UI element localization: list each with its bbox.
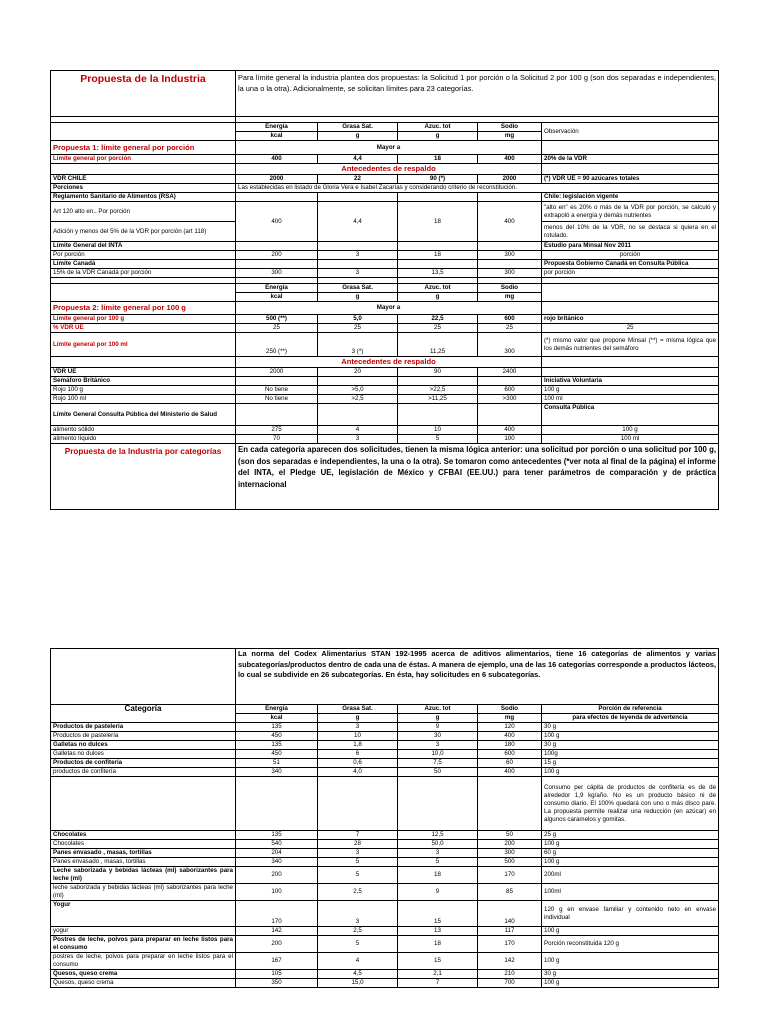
cell-fat: 15,0 — [318, 979, 398, 988]
cell-fat: 1,8 — [318, 741, 398, 750]
cell-obs: rojo británico — [542, 315, 719, 324]
cell-sugar: 5 — [398, 435, 478, 444]
cell-sugar: 22,5 — [398, 315, 478, 324]
table-row — [51, 901, 719, 927]
cell-sugar: 2,1 — [398, 970, 478, 979]
cell-category: postres de leche, polvos para preparar en leche listos para el consumo — [51, 953, 236, 970]
col-energy: Energía — [236, 705, 318, 714]
cell-category: Productos de pastelería — [51, 732, 236, 741]
cell-text: Las establecidas en listado de Gloria Vera e Isabel Zacarías y considerando criterio de reconstitución. — [236, 184, 719, 193]
col-reference: Porción de referencia — [542, 705, 719, 714]
cell-fat: 2,5 — [318, 884, 398, 901]
table-row — [51, 858, 719, 867]
cell-sodium: 2000 — [478, 175, 542, 184]
unit-g: g — [318, 293, 398, 302]
cell-sugar: 18 — [398, 936, 478, 953]
row-label: Límite general por porción — [51, 155, 236, 164]
col-sugar: Azuc. tot — [398, 284, 478, 293]
cell-energy: 200 — [236, 251, 318, 260]
cell-energy: 340 — [236, 768, 318, 777]
antecedentes-heading: Antecedentes de respaldo — [236, 357, 542, 368]
cell-sodium: 400 — [478, 732, 542, 741]
cell-fat: 7 — [318, 831, 398, 840]
table-row — [51, 777, 719, 831]
cell-sugar: 18 — [398, 202, 478, 242]
cell-obs: Chile: legislación vigente — [542, 193, 719, 202]
cell-sugar: 3 — [398, 849, 478, 858]
cell-sugar: 3 — [398, 741, 478, 750]
cell-energy: 340 — [236, 858, 318, 867]
cell-obs: 100 g — [542, 426, 719, 435]
cell-energy: 2000 — [236, 368, 318, 377]
category-proposal-title: Propuesta de la Industria por categorías — [51, 444, 236, 510]
proposal-2-title: Propuesta 2: límite general por 100 g — [51, 302, 236, 315]
cell-fat: 5,0 — [318, 315, 398, 324]
cell-fat: 10 — [318, 732, 398, 741]
table-row — [51, 867, 719, 884]
cell-fat: >5,0 — [318, 386, 398, 395]
cell-category: Quesos, queso crema — [51, 979, 236, 988]
cell-reference: 100 g — [542, 858, 719, 867]
cell-category: Postres de leche, polvos para preparar en leche listos para el consumo — [51, 936, 236, 953]
col-sodium: Sodio — [478, 284, 542, 293]
cell-sodium: 300 — [478, 269, 542, 278]
cell-fat: 4 — [318, 426, 398, 435]
cell-energy: No tiene — [236, 395, 318, 404]
cell-sugar — [398, 777, 478, 831]
cell-fat: 3 — [318, 723, 398, 732]
cell-sodium: 300 — [478, 333, 542, 357]
row-label: Límite general por 100 g — [51, 315, 236, 324]
cell-energy: 170 — [236, 901, 318, 927]
cell-obs: 100 ml — [542, 435, 719, 444]
cell-category: productos de confitería — [51, 768, 236, 777]
cell-fat: >2,5 — [318, 395, 398, 404]
row-label: 15% de la VDR Canadá por porción — [51, 269, 236, 278]
col-sodium: Sodio — [478, 705, 542, 714]
row-label: Rojo 100 g — [51, 386, 236, 395]
cell-obs: Propuesta Gobierno Canadá en Consulta Pública — [542, 260, 719, 269]
cell-reference: 100 g — [542, 840, 719, 849]
cell-reference: 120 g en envase familiar y contenido neto en envase individual — [542, 901, 719, 927]
cell-sugar: 9 — [398, 884, 478, 901]
cell-sodium: 600 — [478, 386, 542, 395]
cell-sodium: 170 — [478, 867, 542, 884]
cell-obs: (*) VDR UE = 90 azúcares totales — [542, 175, 719, 184]
cell-fat: 28 — [318, 840, 398, 849]
unit-kcal: kcal — [236, 714, 318, 723]
cell-category — [51, 777, 236, 831]
industry-proposal-table — [50, 70, 719, 510]
cell-fat: 4,4 — [318, 155, 398, 164]
cell-energy: 200 — [236, 867, 318, 884]
proposal-1-title: Propuesta 1: límite general por porción — [51, 141, 236, 155]
cell-category: Leche saborizada y bebidas lácteas (ml) saborizantes para leche (ml) — [51, 867, 236, 884]
cell-sugar: 9 — [398, 723, 478, 732]
table-row — [51, 759, 719, 768]
row-label: Límite Canadá — [51, 260, 236, 269]
cell-reference: 100g — [542, 750, 719, 759]
cell-energy: 450 — [236, 750, 318, 759]
cell-reference: Porción reconstituida 120 g — [542, 936, 719, 953]
unit-kcal: kcal — [236, 293, 318, 302]
cell-fat — [318, 777, 398, 831]
cell-sugar: 50 — [398, 768, 478, 777]
table-row — [51, 732, 719, 741]
cell-obs: Estudio para Minsal Nov 2011 — [542, 242, 719, 251]
cell-energy: 204 — [236, 849, 318, 858]
cell-energy: 500 (**) — [236, 315, 318, 324]
cell-reference: 30 g — [542, 723, 719, 732]
cell-fat: 25 — [318, 324, 398, 333]
cell-fat: 20 — [318, 368, 398, 377]
codex-intro: La norma del Codex Alimentarius STAN 192-1995 acerca de aditivos alimentarios, tiene 16 categorías de alimentos y varias subcategorías/productos dentro de cada una de éstas. A manera de ejemplo, una de las 16 categorías corresponde a productos lácteos, lo cual se subdivide en 26 subcategorías. En ésta, hay solicitudes en 6 subcategorías. — [236, 649, 719, 705]
cell-sodium: 300 — [478, 849, 542, 858]
cell-fat: 0,6 — [318, 759, 398, 768]
cell-category: Galletas no dulces — [51, 741, 236, 750]
unit-g: g — [398, 293, 478, 302]
cell-energy: 105 — [236, 970, 318, 979]
cell-sugar: 13 — [398, 927, 478, 936]
cell-sugar: 18 — [398, 251, 478, 260]
cell-reference: 100 g — [542, 768, 719, 777]
cell-sugar: 7 — [398, 979, 478, 988]
cell-sugar: 25 — [398, 324, 478, 333]
cell-sodium: 210 — [478, 970, 542, 979]
cell-sugar: 90 (*) — [398, 175, 478, 184]
cell-reference: 25 g — [542, 831, 719, 840]
row-label: Por porción — [51, 251, 236, 260]
col-observation: Observación — [542, 123, 719, 141]
table-row — [51, 936, 719, 953]
table-row — [51, 750, 719, 759]
cell-fat: 4,0 — [318, 768, 398, 777]
row-label: Adición y menos del 5% de la VDR por porción (art 118) — [51, 222, 236, 242]
col-energy: Energía — [236, 123, 318, 132]
row-label: Límite General Consulta Pública del Ministerio de Salud — [51, 404, 236, 426]
cell-category: Chocolates — [51, 840, 236, 849]
cell-fat: 5 — [318, 936, 398, 953]
cell-category: Productos de pastelería — [51, 723, 236, 732]
cell-obs: por porción — [542, 269, 719, 278]
unit-mg: mg — [478, 714, 542, 723]
cell-fat: 3 — [318, 901, 398, 927]
cell-sodium: 400 — [478, 202, 542, 242]
cell-reference: 100 g — [542, 979, 719, 988]
cell-reference: 100 g — [542, 927, 719, 936]
codex-category-table — [50, 648, 719, 988]
cell-reference: 100 g — [542, 732, 719, 741]
cell-fat: 6 — [318, 750, 398, 759]
cell-sugar: 11,25 — [398, 333, 478, 357]
cell-sugar: 90 — [398, 368, 478, 377]
cell-category: Productos de confitería — [51, 759, 236, 768]
cell-energy: No tiene — [236, 386, 318, 395]
cell-sodium: 400 — [478, 155, 542, 164]
table-row — [51, 840, 719, 849]
unit-g: g — [398, 132, 478, 141]
cell-energy: 540 — [236, 840, 318, 849]
cell-fat: 2,5 — [318, 927, 398, 936]
table-row — [51, 741, 719, 750]
cell-fat: 3 — [318, 251, 398, 260]
mayor-a: Mayor a — [236, 141, 542, 155]
col-fat: Grasa Sat. — [318, 705, 398, 714]
col-sugar: Azuc. tot — [398, 705, 478, 714]
cell-fat: 3 (*) — [318, 333, 398, 357]
cell-sodium: 60 — [478, 759, 542, 768]
mayor-a: Mayor a — [236, 302, 542, 315]
cell-sodium: 180 — [478, 741, 542, 750]
cell-fat: 4,4 — [318, 202, 398, 242]
row-label: Semáforo Británico — [51, 377, 236, 386]
cell-sugar: 13,5 — [398, 269, 478, 278]
row-label: Límite General del INTA — [51, 242, 236, 251]
col-energy: Energía — [236, 284, 318, 293]
cell-sugar: 12,5 — [398, 831, 478, 840]
table-row — [51, 979, 719, 988]
cell-obs: (*) mismo valor que propone Minsal (**) = misma lógica que los demás nutrientes del semáforo — [542, 333, 719, 357]
cell-fat: 3 — [318, 849, 398, 858]
row-label: Art 120 alto en.. Por porción — [51, 202, 236, 222]
cell-obs: Iniciativa Voluntaria — [542, 377, 719, 386]
cell-obs: "alto en" es 20% o más de la VDR por porción, se calculó y extrapoló a energía y demás nutrientes — [542, 202, 719, 222]
row-label: % VDR UE — [51, 324, 236, 333]
row-label: alimento sólido — [51, 426, 236, 435]
cell-sugar: 7,5 — [398, 759, 478, 768]
cell-fat: 3 — [318, 269, 398, 278]
cell-sodium: 117 — [478, 927, 542, 936]
table-row — [51, 768, 719, 777]
cell-category: Galletas no dulces — [51, 750, 236, 759]
cell-energy: 70 — [236, 435, 318, 444]
cell-sugar: >22,5 — [398, 386, 478, 395]
cell-energy — [236, 777, 318, 831]
cell-reference: 200ml — [542, 867, 719, 884]
cell-reference: 30 g — [542, 741, 719, 750]
cell-fat: 5 — [318, 858, 398, 867]
unit-g: g — [398, 714, 478, 723]
cell-energy: 167 — [236, 953, 318, 970]
cell-sodium: 300 — [478, 251, 542, 260]
cell-sodium: 500 — [478, 858, 542, 867]
cell-sugar: 30 — [398, 732, 478, 741]
table-row — [51, 970, 719, 979]
cell-energy: 51 — [236, 759, 318, 768]
row-label: VDR UE — [51, 368, 236, 377]
cell-fat: 4 — [318, 953, 398, 970]
cell-sugar: 15 — [398, 901, 478, 927]
table-row — [51, 927, 719, 936]
cell-category: leche saborizada y bebidas lácteas (ml) saborizantes para leche (ml) — [51, 884, 236, 901]
cell-sugar: 15 — [398, 953, 478, 970]
cell-sodium: 25 — [478, 324, 542, 333]
cell-reference: 15 g — [542, 759, 719, 768]
cell-category: Panes envasado , masas, tortillas — [51, 849, 236, 858]
col-sodium: Sodio — [478, 123, 542, 132]
cell-energy: 400 — [236, 155, 318, 164]
cell-energy: 135 — [236, 723, 318, 732]
cell-sodium: 2400 — [478, 368, 542, 377]
cell-fat: 5 — [318, 867, 398, 884]
cell-sugar: 5 — [398, 858, 478, 867]
row-label: Rojo 100 ml — [51, 395, 236, 404]
cell-sugar: 18 — [398, 155, 478, 164]
cell-reference: Consumo per cápita de productos de confitería es de de alrededor 1,9 kg/año. No es un producto básico ni de consumo diario. El 100% quedará con uno o más disco pare. La propuesta permite realizar una reducción (en azúcar) en algunos caramelos y gomitas. — [542, 777, 719, 831]
cell-reference: 60 g — [542, 849, 719, 858]
cell-fat: 4,5 — [318, 970, 398, 979]
col-fat: Grasa Sat. — [318, 123, 398, 132]
table-row — [51, 723, 719, 732]
category-header: Categoría — [51, 705, 236, 723]
cell-energy: 300 — [236, 269, 318, 278]
cell-obs: porción — [542, 251, 719, 260]
cell-energy: 275 — [236, 426, 318, 435]
row-label: VDR CHILE — [51, 175, 236, 184]
cell-sodium: 120 — [478, 723, 542, 732]
cell-energy: 135 — [236, 831, 318, 840]
row-label: alimento líquido — [51, 435, 236, 444]
col-sugar: Azuc. tot — [398, 123, 478, 132]
cell-category: Chocolates — [51, 831, 236, 840]
cell-sodium: 142 — [478, 953, 542, 970]
cell-sodium: 140 — [478, 901, 542, 927]
cell-reference: 100 g — [542, 953, 719, 970]
cell-fat: 3 — [318, 435, 398, 444]
cell-sugar: 18 — [398, 867, 478, 884]
cell-fat: 22 — [318, 175, 398, 184]
cell-category: Quesos, queso crema — [51, 970, 236, 979]
col-fat: Grasa Sat. — [318, 284, 398, 293]
table-row — [51, 953, 719, 970]
cell-sodium: 400 — [478, 426, 542, 435]
cell-energy: 2000 — [236, 175, 318, 184]
cell-sugar: 10 — [398, 426, 478, 435]
cell-obs: 100 g — [542, 386, 719, 395]
cell-sodium: 170 — [478, 936, 542, 953]
cell-reference: 100ml — [542, 884, 719, 901]
cell-obs: 25 — [542, 324, 719, 333]
cell-sodium: >300 — [478, 395, 542, 404]
cell-sodium: 600 — [478, 750, 542, 759]
table-row — [51, 884, 719, 901]
unit-mg: mg — [478, 132, 542, 141]
cell-energy: 100 — [236, 884, 318, 901]
cell-sodium: 85 — [478, 884, 542, 901]
table-row — [51, 831, 719, 840]
unit-g: g — [318, 132, 398, 141]
cell-obs: Consulta Pública — [542, 404, 719, 426]
cell-energy: 400 — [236, 202, 318, 242]
intro-text: Para límite general la industria plantea dos propuestas: la Solicitud 1 por porción o la Solicitud 2 por 100 g (son dos separadas e independientes, la una o la otra). Adicionalmente, se solicitan límites para 23 categorías. — [236, 71, 719, 117]
row-label: Límite general por 100 ml — [51, 333, 236, 357]
cell-sodium: 400 — [478, 768, 542, 777]
cell-obs: 20% de la VDR — [542, 155, 719, 164]
cell-sodium: 50 — [478, 831, 542, 840]
cell-sodium: 600 — [478, 315, 542, 324]
cell-energy: 142 — [236, 927, 318, 936]
category-proposal-text: En cada categoría aparecen dos solicitudes, tienen la misma lógica anterior: una solicitud por porción o una solicitud por 100 g, (son dos separadas e independientes, la una o la otra). Se tomaron como antecedentes (*ver nota al final de la página) el informe del INTA, el Pledge UE, legislación de México y CFBAI (EE.UU.) para tener parámetros de comparación y de práctica internacional — [236, 444, 719, 510]
cell-sodium: 100 — [478, 435, 542, 444]
unit-mg: mg — [478, 293, 542, 302]
cell-category: Panes envasado , masas, tortillas — [51, 858, 236, 867]
cell-energy: 350 — [236, 979, 318, 988]
cell-reference: 30 g — [542, 970, 719, 979]
cell-sugar: >11,25 — [398, 395, 478, 404]
cell-sugar: 10,0 — [398, 750, 478, 759]
page-title: Propuesta de la Industria — [51, 71, 236, 117]
cell-energy: 450 — [236, 732, 318, 741]
cell-energy: 135 — [236, 741, 318, 750]
cell-obs: menos del 10% de la VDR, no se destaca si quiera en el rotulado. — [542, 222, 719, 242]
cell-sodium — [478, 777, 542, 831]
cell-energy: 25 — [236, 324, 318, 333]
cell-energy: 200 — [236, 936, 318, 953]
antecedentes-heading: Antecedentes de respaldo — [236, 164, 542, 175]
table-row — [51, 849, 719, 858]
cell-category: Yogur — [51, 901, 236, 927]
row-label: Porciones — [51, 184, 236, 193]
unit-g: g — [318, 714, 398, 723]
unit-kcal: kcal — [236, 132, 318, 141]
row-label: Reglamento Sanitario de Alimentos (RSA) — [51, 193, 236, 202]
cell-energy: 250 (**) — [236, 333, 318, 357]
cell-sodium: 200 — [478, 840, 542, 849]
cell-obs: 100 ml — [542, 395, 719, 404]
cell-sugar: 50,0 — [398, 840, 478, 849]
col-reference-sub: para efectos de leyenda de advertencia — [542, 714, 719, 723]
cell-sodium: 700 — [478, 979, 542, 988]
cell-category: yogur — [51, 927, 236, 936]
